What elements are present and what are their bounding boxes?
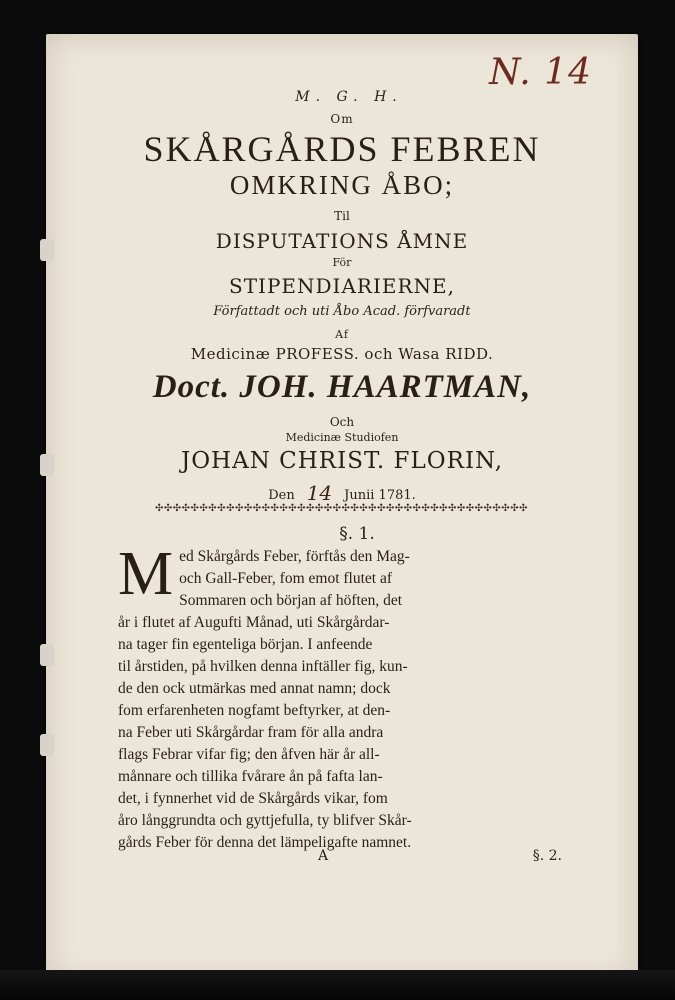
body-text	[118, 540, 562, 854]
date-suffix: Junii 1781.	[344, 488, 416, 503]
disputation-date	[46, 480, 638, 504]
title-line-1: SKÅRGÅRDS FEBREN	[143, 129, 541, 169]
title-line-2: OMKRING ÅBO;	[229, 170, 455, 200]
body-line: til årstiden, på hvilken denna inftäller fig, kun-	[118, 658, 408, 675]
binding-stitch	[40, 644, 54, 666]
title-af: Af	[335, 328, 349, 341]
handwritten-catalog-number: N. 14	[489, 52, 592, 93]
body-line: flags Febrar vifar fig; den åfven här år all-	[118, 746, 380, 763]
title-til: Til	[334, 209, 350, 223]
invocation: M. G. H.	[295, 89, 403, 105]
respondent-title: Medicinæ Studiofen	[285, 431, 399, 444]
body-line: ed Skårgårds Feber, förftås den Mag-	[179, 548, 410, 565]
handwritten-day: 14	[306, 481, 333, 505]
catchword: §. 2.	[532, 848, 562, 864]
audience: STIPENDIARIERNE,	[229, 274, 455, 298]
body-line: det, i fynnerhet vid de Skårgårds vikar, fom	[118, 790, 388, 807]
drop-cap: M	[118, 540, 174, 608]
author-rank: Medicinæ PROFESS. och Wasa RIDD.	[190, 345, 494, 363]
signature-mark: A	[318, 848, 329, 864]
body-line: de den ock utmärkas med annat namn; dock	[118, 680, 391, 697]
page-footer	[118, 848, 562, 866]
date-prefix: Den	[268, 488, 295, 503]
title-och: Och	[329, 415, 355, 429]
display-case-edge	[0, 970, 675, 1000]
body-line: år i flutet af Augufti Månad, uti Skårgårdar-	[118, 614, 390, 631]
ornamental-rule: ✣✣✣✣✣✣✣✣✣✣✣✣✣✣✣✣✣✣✣✣✣✣✣✣✣✣✣✣✣✣✣✣✣✣✣✣✣✣✣✣✣✣	[155, 503, 528, 514]
author-name: Doct. JOH. HAARTMAN,	[152, 369, 532, 405]
binding-stitch	[40, 734, 54, 756]
disputation-subject: DISPUTATIONS ÅMNE	[215, 229, 469, 253]
body-line: och Gall-Feber, fom emot flutet af	[179, 570, 393, 587]
body-line: Sommaren och början af höften, det	[179, 592, 403, 609]
authored-line: Författadt och uti Åbo Acad. förfvaradt	[213, 304, 471, 319]
body-line: åro långgrundta och gyttjefulla, ty blifver Skår-	[118, 812, 412, 829]
section-heading: §. 1.	[339, 524, 375, 544]
body-line: fom erfarenheten nogfamt beftyrker, at den-	[118, 702, 391, 719]
body-line: månnare och tillika fvårare ån på fafta lan-	[118, 768, 383, 785]
title-om: Om	[330, 112, 354, 126]
title-for: För	[332, 256, 352, 269]
body-line: gårds Feber för denna det lämpeligafte namnet.	[118, 834, 412, 851]
body-line: na tager fin egenteliga början. I anfeende	[118, 636, 373, 653]
body-line: na Feber uti Skårgårdar fram för alla andra	[118, 724, 384, 741]
respondent-name: JOHAN CHRIST. FLORIN,	[180, 448, 504, 474]
document-page	[46, 34, 638, 982]
